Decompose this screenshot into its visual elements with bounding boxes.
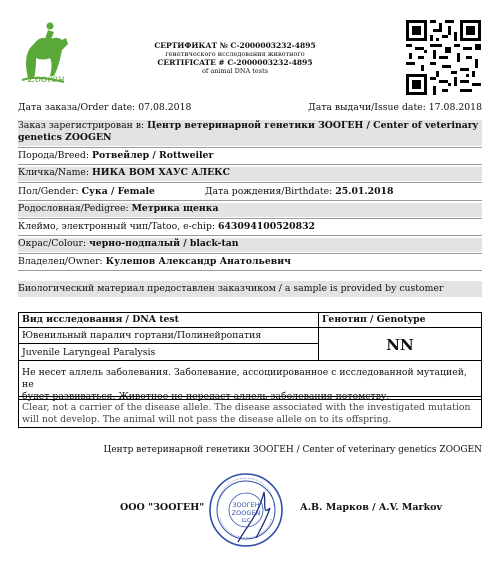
divider <box>18 182 482 183</box>
result-table <box>18 312 482 428</box>
test-name-ru: Ювенильный паралич гортани/Полинейропатия <box>19 328 319 344</box>
colour-row <box>18 238 482 252</box>
footer-company: ООО "ЗООГЕН" <box>120 502 205 513</box>
sample-note: Биологический материал предоставлен заказчиком / a sample is provided by customer <box>18 281 482 297</box>
pedigree-row <box>18 203 482 217</box>
registration-value-2: genetics ZOOGEN <box>18 132 112 143</box>
interpretation-en-line1: Clear, not a carrier of the disease allele. The disease associated with the investigated mutation <box>22 402 471 413</box>
owner-value: Кулешов Александр Анатольевич <box>105 256 291 267</box>
certificate-number-ru: СЕРТИФИКАТ № C-2000003232-4895 <box>154 41 316 50</box>
registration-band <box>18 120 482 146</box>
birthdate-value: 25.01.2018 <box>335 186 394 197</box>
test-name-en: Juvenile Laryngeal Paralysis <box>19 344 319 361</box>
certificate-subtitle-en: of animal DNA tests <box>201 67 269 75</box>
stamp-text-ru: ЗООГЕН <box>232 501 260 509</box>
certificate-number-en: CERTIFICATE # C-2000003232-4895 <box>157 58 313 67</box>
interpretation-en <box>19 399 481 427</box>
gender-value: Сука / Female <box>81 186 155 197</box>
birthdate-row <box>205 186 394 198</box>
interpretation-ru-line2: будет развиваться. Животное не передаст аллель заболевания потомству. <box>22 391 390 402</box>
registration-label: Заказ зарегистрирован в: <box>18 120 148 131</box>
pedigree-label: Родословная/Pedigree: <box>18 203 132 214</box>
issue-date: Дата выдачи/Issue date: 17.08.2018 <box>308 102 482 113</box>
breed-value: Ротвейлер / Rottweiler <box>91 150 214 161</box>
breed-row <box>18 150 482 162</box>
signature-icon <box>238 492 270 542</box>
divider <box>18 253 482 254</box>
logo-brand-text: Zooген <box>28 74 65 85</box>
divider <box>18 235 482 236</box>
stamp-text-llc: LLC <box>241 518 251 524</box>
divider <box>18 164 482 165</box>
certificate-subtitle-ru: генетического исследования животного <box>165 50 305 58</box>
owner-label: Владелец/Owner: <box>18 256 106 267</box>
breed-label: Порода/Breed: <box>18 150 92 161</box>
name-row <box>18 167 482 181</box>
interpretation-en-line2: will not develop. The animal will not pass the disease allele on to its offspring. <box>22 414 392 425</box>
company-stamp <box>208 472 284 548</box>
birthdate-label: Дата рождения/Birthdate: <box>205 186 336 197</box>
stamp-text-en: ZOOGEN <box>231 509 261 517</box>
qr-code <box>406 20 481 95</box>
colour-value: черно-подпалый / black-tan <box>89 238 239 249</box>
chip-label: Клеймо, электронный чип/Tatoo, e-chip: <box>18 221 218 232</box>
footer-center-name: Центр ветеринарной генетики ЗООГЕН / Center of veterinary genetics ZOOGEN <box>103 445 482 455</box>
owner-row <box>18 256 482 268</box>
order-date: Дата заказа/Order date: 07.08.2018 <box>18 102 192 113</box>
table-header-test: Вид исследования / DNA test <box>19 313 319 328</box>
footer-signatory: А.В. Марков / A.V. Markov <box>300 502 443 513</box>
registration-value: Центр ветеринарной генетики ЗООГЕН / Center of veterinary <box>147 120 479 131</box>
divider <box>18 147 482 148</box>
name-label: Кличка/Name: <box>18 167 93 178</box>
interpretation-ru-line1: Не несет аллель заболевания. Заболевание, ассоциированное с исследованной мутацией, не <box>22 367 467 390</box>
divider <box>18 270 482 271</box>
divider <box>18 218 482 219</box>
chip-value: 643094100520832 <box>217 221 316 232</box>
interpretation-ru <box>19 361 481 402</box>
chip-row <box>18 221 482 233</box>
zoogen-logo <box>14 20 74 90</box>
qr-code-icon <box>406 20 481 95</box>
genotype-value: NN <box>319 328 481 361</box>
colour-label: Окрас/Colour: <box>18 238 90 249</box>
certificate-header <box>150 41 320 75</box>
pedigree-value: Метрика щенка <box>131 203 219 214</box>
table-header-genotype: Генотип / Genotype <box>319 313 481 328</box>
divider <box>18 200 482 201</box>
stamp-seal-icon <box>208 472 284 548</box>
gender-label: Пол/Gender: <box>18 186 82 197</box>
name-value: НИКА ВОМ ХАУС АЛЕКС <box>92 167 231 178</box>
